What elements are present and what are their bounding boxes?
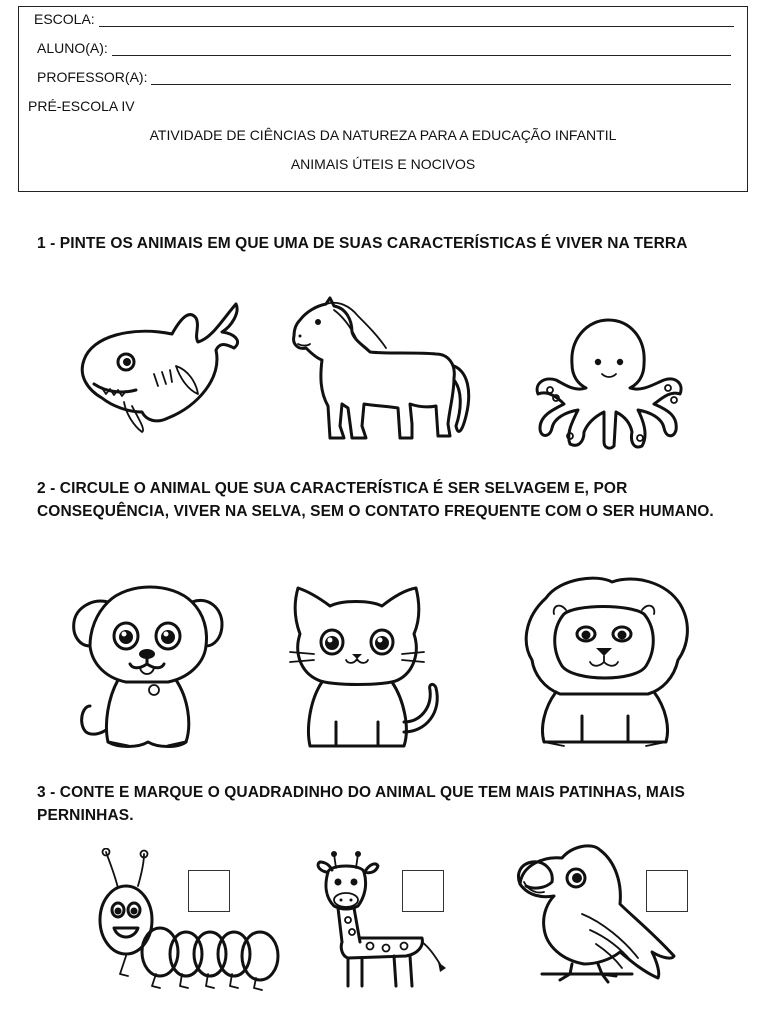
activity-title: ATIVIDADE DE CIÊNCIAS DA NATUREZA PARA A EDUCAÇÃO INFANTIL: [149, 127, 617, 143]
question-3-text: 3 - CONTE E MARQUE O QUADRADINHO DO ANIMAL QUE TEM MAIS PATINHAS, MAIS PERNINHAS.: [37, 784, 685, 824]
school-input-line[interactable]: [99, 14, 734, 27]
school-label: ESCOLA:: [34, 11, 95, 27]
question-2-text: 2 - CIRCULE O ANIMAL QUE SUA CARACTERÍSTICA É SER SELVAGEM E, POR CONSEQUÊNCIA, VIVER NA SELVA, SEM O CONTATO FREQUENTE COM O SER HUMANO.: [37, 480, 714, 520]
parrot-icon[interactable]: [512, 840, 678, 986]
activity-subtitle: ANIMAIS ÚTEIS E NOCIVOS: [290, 156, 476, 172]
school-field[interactable]: [34, 11, 734, 27]
student-field[interactable]: [37, 40, 731, 56]
horse-icon[interactable]: [286, 296, 482, 446]
cat-icon[interactable]: [286, 582, 444, 754]
shark-icon[interactable]: [72, 298, 244, 438]
header-box: [18, 6, 748, 192]
dog-icon[interactable]: [68, 574, 226, 752]
teacher-field[interactable]: [37, 69, 731, 85]
grade-label: PRÉ-ESCOLA IV: [28, 98, 135, 114]
teacher-label: PROFESSOR(A):: [37, 69, 148, 85]
giraffe-checkbox[interactable]: [402, 870, 444, 912]
parrot-checkbox[interactable]: [646, 870, 688, 912]
question-1-text: 1 - PINTE OS ANIMAIS EM QUE UMA DE SUAS CARACTERÍSTICAS É VIVER NA TERRA: [37, 235, 688, 252]
octopus-icon[interactable]: [532, 318, 690, 450]
caterpillar-checkbox[interactable]: [188, 870, 230, 912]
student-label: ALUNO(A):: [37, 40, 108, 56]
teacher-input-line[interactable]: [151, 72, 731, 85]
lion-icon[interactable]: [516, 574, 694, 750]
student-input-line[interactable]: [112, 43, 731, 56]
